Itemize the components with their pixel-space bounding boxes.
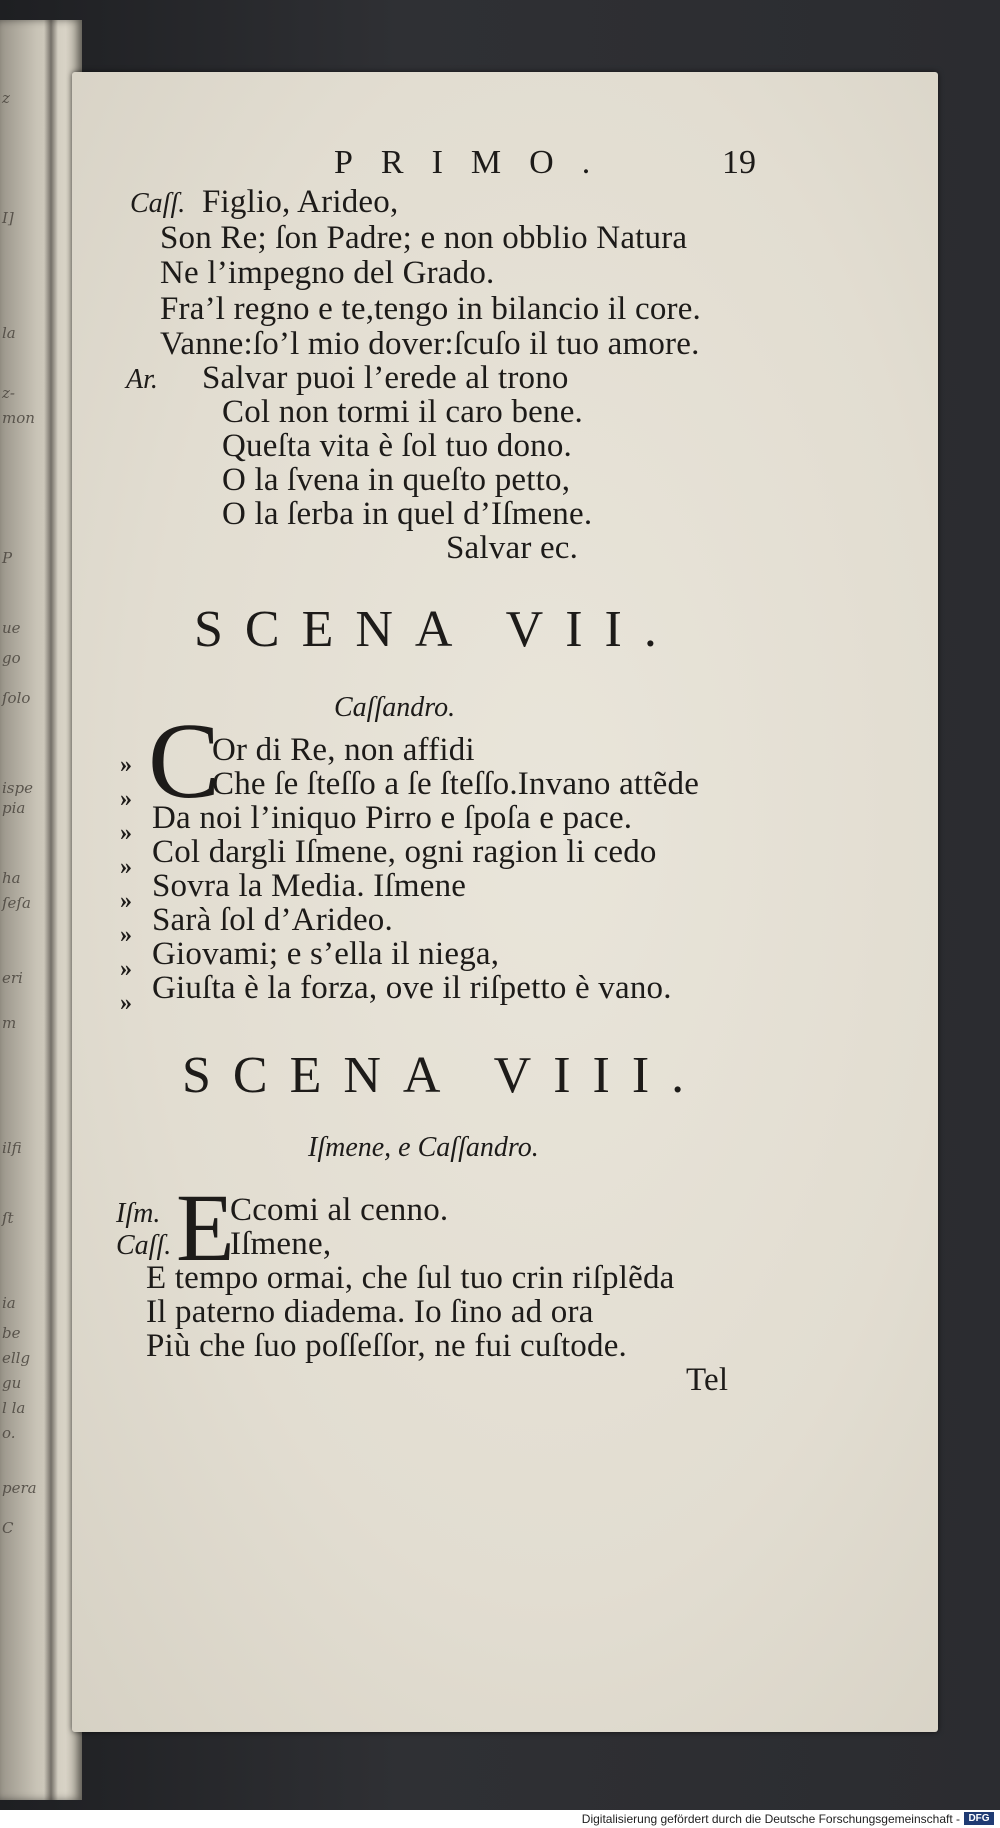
running-title: PRIMO.	[334, 144, 619, 181]
left-fragment: la	[2, 324, 16, 342]
verse-line: E tempo ormai, che ſul tuo crin riſplẽda	[146, 1260, 675, 1296]
speaker-label: Ar.	[126, 364, 158, 395]
verse-line: Che ſe ſteſſo a ſe ſteſſo.Invano attẽde	[212, 766, 700, 802]
verse-line: Il paterno diadema. Io ſino ad ora	[146, 1294, 594, 1330]
left-fragment: z-	[2, 384, 15, 402]
speaker-label: Caſſ.	[130, 188, 186, 219]
verse-line: O la ſerba in quel d’Iſmene.	[222, 496, 593, 532]
verse-line: Ne l’impegno del Grado.	[160, 255, 495, 291]
left-fragment: z	[2, 89, 10, 107]
drop-capital: C	[148, 702, 221, 821]
verse-line: Fra’l regno e te,tengo in bilancio il core.	[160, 291, 701, 327]
quote-mark: »	[120, 752, 132, 778]
left-fragment: C	[2, 1519, 14, 1537]
left-fragment: pera	[2, 1479, 37, 1497]
catchword: Tel	[686, 1362, 729, 1398]
digitization-footer	[0, 1810, 1000, 1828]
scene-title: SCENA VII.	[194, 601, 679, 658]
left-fragment: ha	[2, 869, 21, 887]
verse-line: Ccomi al cenno.	[230, 1192, 449, 1228]
left-fragment: gu	[2, 1374, 22, 1392]
quote-mark: »	[120, 990, 132, 1016]
left-fragment: P	[2, 549, 13, 567]
scene-characters: Iſmene, e Caſſandro.	[308, 1132, 539, 1163]
quote-mark: »	[120, 786, 132, 812]
left-fragment: pia	[2, 799, 26, 817]
drop-capital: E	[176, 1174, 235, 1281]
verse-line: Iſmene,	[230, 1226, 332, 1262]
verse-line: Più che ſuo poſſeſſor, ne fui cuſtode.	[146, 1328, 628, 1364]
quote-mark: »	[120, 922, 132, 948]
left-fragment: ſeſa	[2, 894, 31, 912]
verse-line: Col dargli Iſmene, ogni ragion li cedo	[152, 834, 657, 870]
speaker-label: Caſſ.	[116, 1230, 172, 1261]
quote-mark: »	[120, 888, 132, 914]
verse-line: Sovra la Media. Iſmene	[152, 868, 467, 904]
verse-line: Or di Re, non affidi	[212, 732, 475, 768]
left-fragment: o.	[2, 1424, 16, 1442]
scene-characters: Caſſandro.	[334, 692, 456, 723]
left-fragment: mon	[2, 409, 35, 427]
left-fragment: ia	[2, 1294, 16, 1312]
verse-line: Giovami; e s’ella il niega,	[152, 936, 500, 972]
book-page	[72, 72, 938, 1732]
left-fragment: I]	[2, 209, 14, 227]
left-fragment: be	[2, 1324, 21, 1342]
left-fragment: ſolo	[2, 689, 31, 707]
verse-line: Sarà ſol d’Arideo.	[152, 902, 393, 938]
verse-line: Son Re; ſon Padre; e non obblio Natura	[160, 220, 688, 256]
verse-line: O la ſvena in queſto petto,	[222, 462, 571, 498]
footer-credit: Digitalisierung gefördert durch die Deutsche Forschungsgemeinschaft -	[581, 1812, 960, 1826]
left-fragment: ſt	[2, 1209, 14, 1227]
scene-title: SCENA VIII.	[182, 1047, 707, 1104]
left-fragment: ellg	[2, 1349, 31, 1367]
verse-line: Da noi l’iniquo Pirro e ſpoſa e pace.	[152, 800, 633, 836]
left-fragment: ilfi	[2, 1139, 22, 1157]
verse-line: Salvar ec.	[446, 530, 579, 566]
left-fragment: eri	[2, 969, 23, 987]
dfg-logo: DFG	[964, 1812, 994, 1825]
verse-line: Salvar puoi l’erede al trono	[202, 360, 569, 396]
quote-mark: »	[120, 820, 132, 846]
speaker-label: Iſm.	[116, 1198, 161, 1229]
left-fragment: ispe	[2, 779, 33, 797]
verse-line: Col non tormi il caro bene.	[222, 394, 583, 430]
verse-line: Vanne:ſo’l mio dover:ſcuſo il tuo amore.	[160, 326, 700, 362]
quote-mark: »	[120, 854, 132, 880]
left-fragment: ue	[2, 619, 21, 637]
verse-line: Queſta vita è ſol tuo dono.	[222, 428, 572, 464]
quote-mark: »	[120, 956, 132, 982]
verse-line: Figlio, Arideo,	[202, 184, 399, 220]
page-number: 19	[722, 144, 756, 181]
left-fragment: go	[2, 649, 21, 667]
verse-line: Giuſta è la forza, ove il riſpetto è vano.	[152, 970, 672, 1006]
left-fragment: l la	[2, 1399, 26, 1417]
left-page-fragments	[2, 80, 54, 1580]
left-fragment: m	[2, 1014, 17, 1032]
